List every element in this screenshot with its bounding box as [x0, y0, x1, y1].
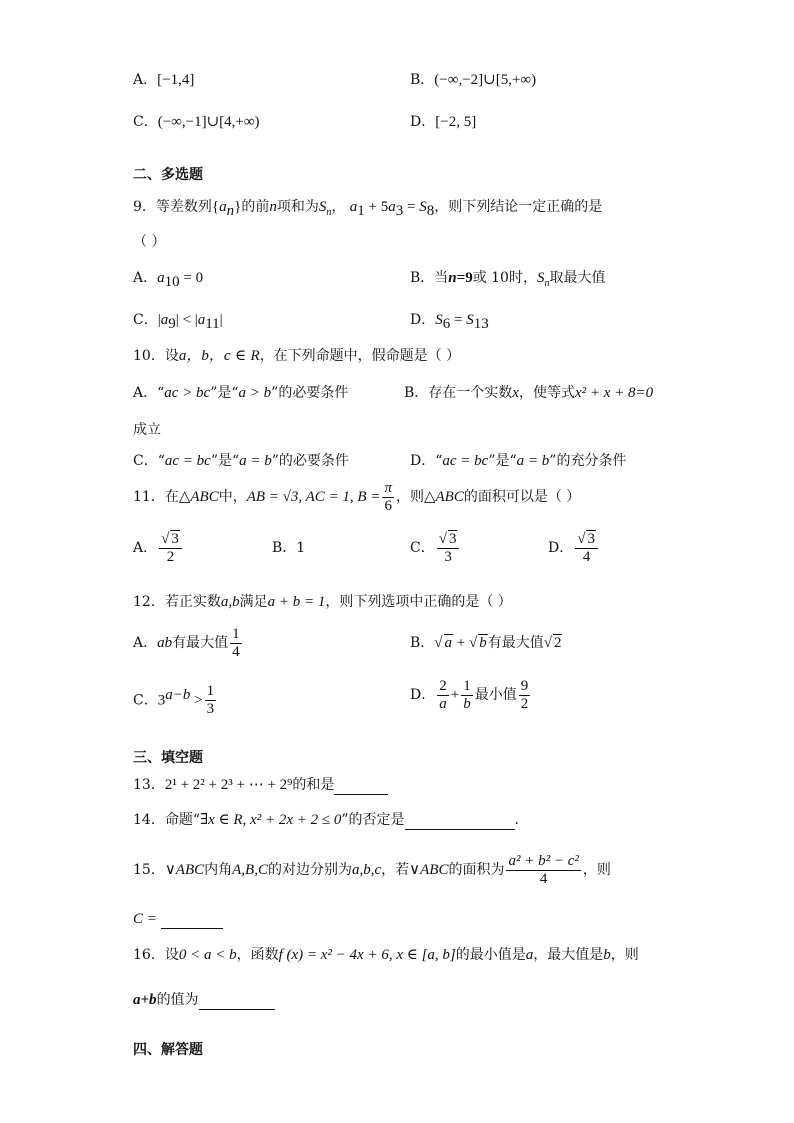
q10-option-a: A．“ac > bc”是“a > b”的必要条件 [133, 385, 349, 401]
question-13: 13．2¹ + 2² + 2³ + ⋯ + 2⁹的和是 [133, 775, 388, 795]
q11-option-c: C． $\frac{√ 3}{3}$ [410, 528, 461, 568]
answer-blank[interactable] [199, 995, 275, 1010]
section-title-fill-in: 三、填空题 [133, 750, 203, 766]
question-9: 9．等差数列$\{a_n\}$的前n项和为$S_n$， $a_1 + 5a_3 = S_8$，则下列结论一定正确的是 [133, 199, 603, 219]
q10-option-b-continued: 成立 [133, 422, 161, 438]
question-15-answer: C = [133, 909, 223, 929]
question-11: 11．在△ABC中，AB = √3, AC = 1, B = $\frac{\pi}{6}$ ，则△ABC的面积可以是（ ） [133, 479, 581, 514]
q8-option-c: C．(−∞,−1]∪[4,+∞) [133, 114, 260, 130]
q11-option-a: A． $\frac{√ 3}{2}$ [133, 528, 184, 568]
question-12: 12．若正实数a,b满足a + b = 1，则下列选项中正确的是（ ） [133, 594, 512, 610]
q9-option-b: B．当n=9或 10时，$S_n$取最大值 [410, 270, 606, 289]
q11-option-d: D． $\frac{√ 3}{4}$ [548, 528, 600, 568]
q8-option-d: D．[−2, 5] [410, 114, 477, 130]
q12-option-d: D． $\frac{2}{a}$ + $\frac{1}{b}$ 最小值 $\frac{9}{2}$ [410, 677, 529, 712]
section-title-multi-choice: 二、多选题 [133, 167, 203, 183]
q9-option-c: C．$|a_9| < |a_{11}|$ [133, 312, 223, 332]
q10-option-c: C．“ac = bc”是“a = b”的必要条件 [133, 453, 349, 469]
question-14: 14．命题“∃x ∈ R, x² + 2x + 2 ≤ 0”的否定是 . [133, 812, 519, 828]
question-16-answer: a+b的值为 [133, 990, 275, 1010]
question-16: 16．设0 < a < b，函数f (x) = x² − 4x + 6, x ∈ [a, b]的最小值是a，最大值是b，则 [133, 947, 639, 963]
q12-option-c: C．$3^{a-b}$ > $\frac{1}{3}$ [133, 683, 215, 718]
answer-blank[interactable] [405, 815, 515, 830]
q10-option-b: B．存在一个实数x，使等式x² + x + 8=0 [404, 385, 654, 401]
q8-option-b: B．(−∞,−2]∪[5,+∞) [410, 72, 537, 88]
q8-option-a: A．[−1,4] [133, 72, 195, 88]
question-15: 15．∨ABC内角A,B,C的对边分别为a,b,c，若∨ABC的面积为 $\frac{\text{a² + b² − c²}}{4}$ ，则 [133, 852, 611, 887]
q12-option-b: B．√ a + √ b有最大值√ 2 [410, 635, 562, 651]
q11-option-b: B．1 [272, 540, 306, 556]
pi-over-6-fraction: $\frac{\pi}{6}$ [384, 479, 392, 514]
answer-blank[interactable] [334, 780, 388, 795]
question-9-paren: （ ） [133, 234, 166, 250]
q9-option-d: D．$S_6 = S_{13}$ [410, 312, 489, 332]
q12-option-a: A．ab有最大值 $\frac{1}{4}$ [133, 625, 240, 660]
section-title-solutions: 四、解答题 [133, 1042, 203, 1058]
q9-option-a: A．$a_{10} = 0$ [133, 270, 204, 290]
q10-option-d: D．“ac = bc”是“a = b”的充分条件 [410, 453, 627, 469]
answer-blank[interactable] [161, 914, 223, 929]
question-10: 10．设a，b，c ∈ R，在下列命题中，假命题是（ ） [133, 348, 461, 364]
